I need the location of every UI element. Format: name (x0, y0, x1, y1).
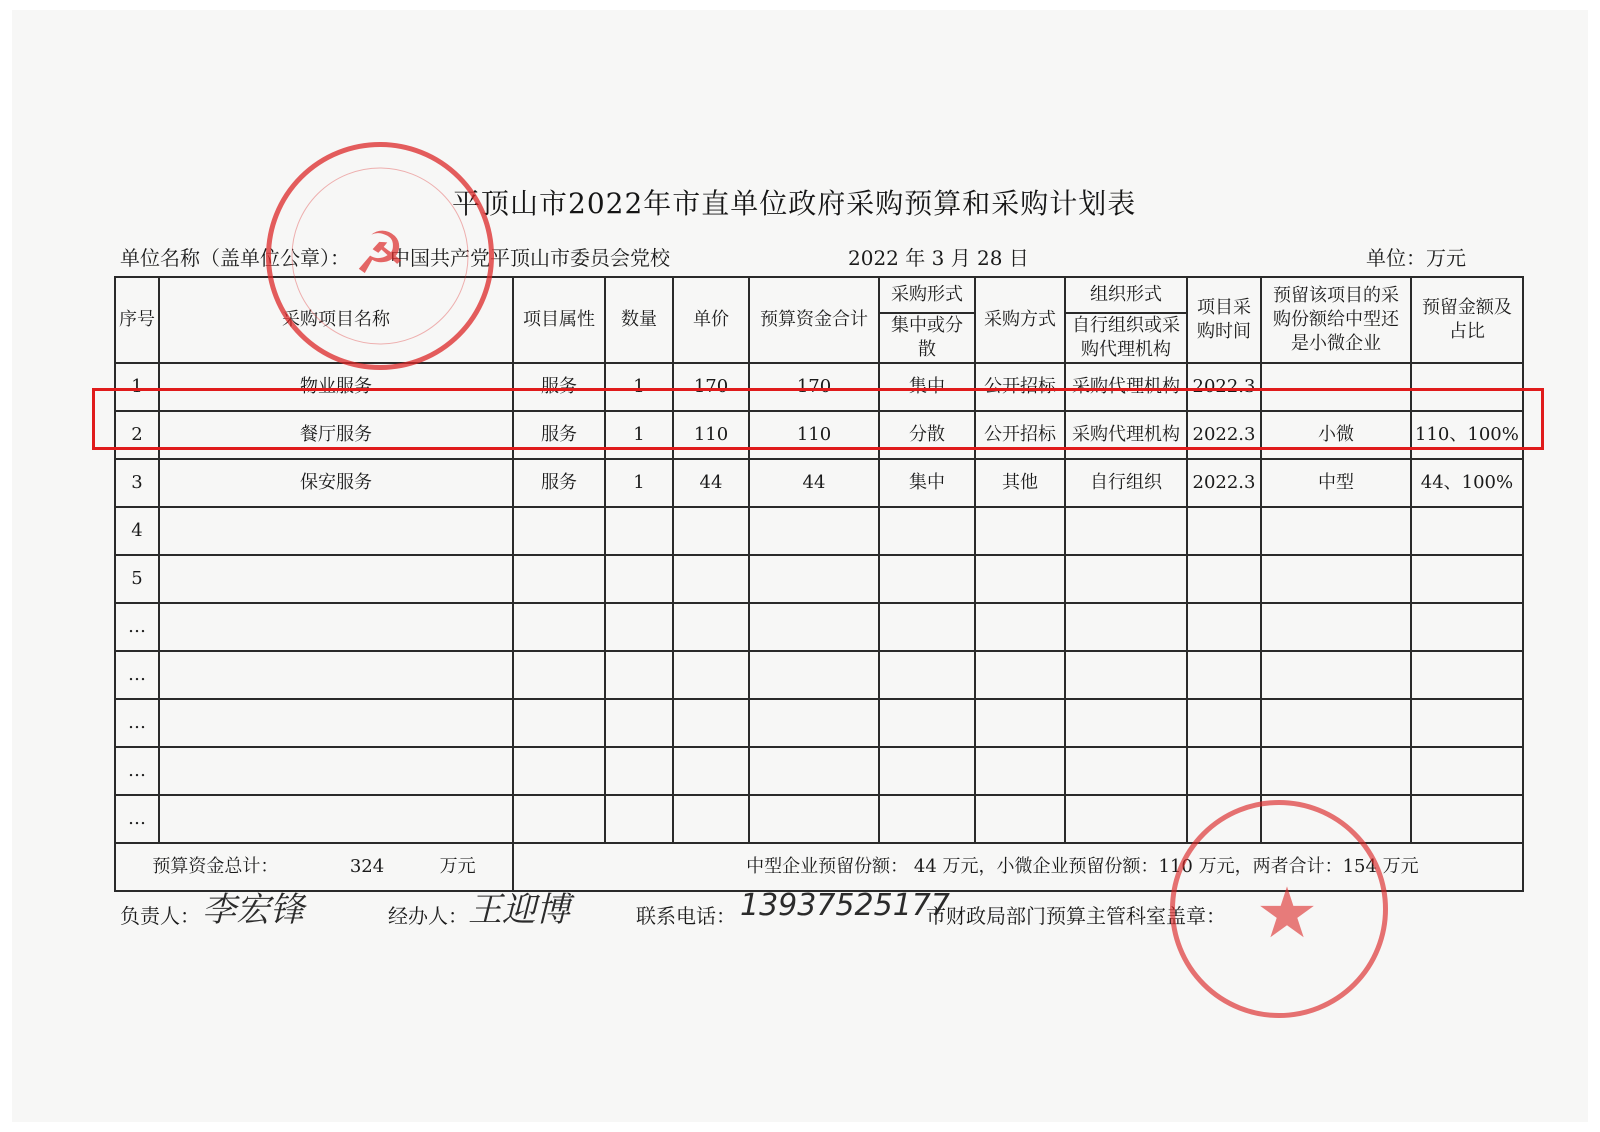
cell-name: 保安服务 (159, 459, 513, 507)
table-row (115, 459, 1523, 507)
reserve-summary: 中型企业预留份额： 44 万元，小微企业预留份额：110 万元，两者合计：154 万元 (513, 843, 1523, 891)
cell-qty: 1 (605, 411, 673, 459)
cell-name (159, 699, 513, 747)
cell-time: 2022.3 (1187, 459, 1261, 507)
cell-price: 110 (673, 411, 749, 459)
cell-org (1065, 747, 1187, 795)
cell-amount (1411, 555, 1523, 603)
col-header-reserve: 预留该项目的采购份额给中型还是小微企业 (1261, 277, 1411, 363)
cell-qty (605, 699, 673, 747)
cell-seq: 2 (115, 411, 159, 459)
cell-form (879, 747, 975, 795)
cell-attr (513, 507, 605, 555)
cell-qty (605, 507, 673, 555)
table-row (115, 555, 1523, 603)
finance-bureau-seal (1170, 800, 1388, 1018)
cell-form (879, 555, 975, 603)
party-school-seal (266, 142, 494, 370)
cell-name (159, 795, 513, 843)
cell-attr (513, 651, 605, 699)
cell-method (975, 699, 1065, 747)
cell-price (673, 507, 749, 555)
budget-total-label: 预算资金总计： (152, 856, 279, 877)
cell-time (1187, 651, 1261, 699)
responsible-signature: 李宏锋 (202, 890, 304, 930)
col-subheader-form: 集中或分散 (879, 313, 975, 363)
cell-qty (605, 651, 673, 699)
seal-graphic (271, 147, 489, 365)
budget-total-value: 324 (349, 856, 385, 877)
cell-amount (1411, 699, 1523, 747)
cell-attr (513, 603, 605, 651)
cell-budget (749, 651, 879, 699)
cell-time (1187, 699, 1261, 747)
cell-amount (1411, 747, 1523, 795)
cell-method (975, 555, 1065, 603)
cell-seq: 1 (115, 363, 159, 411)
cell-method: 公开招标 (975, 411, 1065, 459)
table-row (115, 651, 1523, 699)
cell-amount (1411, 651, 1523, 699)
cell-form (879, 651, 975, 699)
cell-org (1065, 507, 1187, 555)
cell-org (1065, 699, 1187, 747)
cell-attr (513, 699, 605, 747)
cell-name (159, 651, 513, 699)
cell-budget (749, 699, 879, 747)
cell-qty (605, 795, 673, 843)
seal-graphic-right (1175, 805, 1383, 1013)
cell-seq: … (115, 603, 159, 651)
cell-form: 集中 (879, 363, 975, 411)
cell-reserve (1261, 507, 1411, 555)
col-header-method: 采购方式 (975, 277, 1065, 363)
budget-total-cell (115, 843, 513, 891)
col-header-name: 采购项目名称 (159, 277, 513, 363)
cell-reserve: 小微 (1261, 411, 1411, 459)
col-header-price: 单价 (673, 277, 749, 363)
cell-org (1065, 795, 1187, 843)
cell-method (975, 795, 1065, 843)
seal-label: 市财政局部门预算主管科室盖章： (926, 904, 1226, 928)
cell-attr (513, 555, 605, 603)
cell-price: 44 (673, 459, 749, 507)
cell-qty: 1 (605, 459, 673, 507)
unit-name: 中国共产党平顶山市委员会党校 (390, 246, 670, 270)
document-sheet (12, 10, 1588, 1122)
cell-seq: … (115, 747, 159, 795)
phone-label: 联系电话： (636, 904, 736, 928)
procurement-table (114, 276, 1524, 892)
cell-form (879, 795, 975, 843)
cell-org: 采购代理机构 (1065, 411, 1187, 459)
cell-reserve (1261, 555, 1411, 603)
cell-name: 物业服务 (159, 363, 513, 411)
cell-seq: 5 (115, 555, 159, 603)
cell-amount: 110、100% (1411, 411, 1523, 459)
col-header-qty: 数量 (605, 277, 673, 363)
cell-price (673, 747, 749, 795)
highlight-box (92, 388, 1544, 450)
cell-time (1187, 555, 1261, 603)
cell-reserve (1261, 747, 1411, 795)
cell-name: 餐厅服务 (159, 411, 513, 459)
table-row (115, 747, 1523, 795)
cell-time: 2022.3 (1187, 363, 1261, 411)
handler-label: 经办人： (388, 904, 468, 928)
col-header-seq: 序号 (115, 277, 159, 363)
cell-budget (749, 555, 879, 603)
responsible-label: 负责人： (120, 904, 200, 928)
col-header-form: 采购形式 (879, 277, 975, 313)
cell-method: 其他 (975, 459, 1065, 507)
col-header-amount: 预留金额及占比 (1411, 277, 1523, 363)
cell-name (159, 747, 513, 795)
cell-amount (1411, 795, 1523, 843)
budget-total-unit: 万元 (439, 856, 476, 877)
cell-org: 自行组织 (1065, 459, 1187, 507)
cell-org (1065, 555, 1187, 603)
cell-seq: 3 (115, 459, 159, 507)
cell-price (673, 699, 749, 747)
cell-reserve (1261, 699, 1411, 747)
cell-attr: 服务 (513, 411, 605, 459)
cell-time (1187, 747, 1261, 795)
cell-form: 分散 (879, 411, 975, 459)
cell-price (673, 795, 749, 843)
page-title: 平顶山市2022年市直单位政府采购预算和采购计划表 (452, 187, 1137, 220)
cell-amount: 44、100% (1411, 459, 1523, 507)
cell-org (1065, 651, 1187, 699)
cell-amount (1411, 603, 1523, 651)
cell-qty (605, 555, 673, 603)
cell-name (159, 507, 513, 555)
cell-time: 2022.3 (1187, 411, 1261, 459)
cell-form: 集中 (879, 459, 975, 507)
handler-signature: 王迎博 (468, 890, 570, 930)
cell-budget: 44 (749, 459, 879, 507)
cell-qty (605, 603, 673, 651)
cell-time (1187, 603, 1261, 651)
cell-price (673, 603, 749, 651)
unit-label: 单位：万元 (1366, 246, 1466, 270)
cell-reserve: 中型 (1261, 459, 1411, 507)
cell-attr (513, 747, 605, 795)
cell-qty: 1 (605, 363, 673, 411)
unit-name-label: 单位名称（盖单位公章）： (120, 246, 350, 270)
report-date: 2022 年 3 月 28 日 (848, 246, 1029, 270)
col-header-attr: 项目属性 (513, 277, 605, 363)
cell-method (975, 603, 1065, 651)
svg-text:☭: ☭ (354, 219, 406, 287)
cell-attr (513, 795, 605, 843)
col-header-budget: 预算资金合计 (749, 277, 879, 363)
col-header-org: 组织形式 (1065, 277, 1187, 313)
cell-budget (749, 507, 879, 555)
cell-qty (605, 747, 673, 795)
cell-price (673, 651, 749, 699)
table-row (115, 699, 1523, 747)
cell-budget (749, 603, 879, 651)
svg-text:★: ★ (1255, 872, 1319, 954)
cell-budget (749, 747, 879, 795)
cell-name (159, 555, 513, 603)
cell-form (879, 507, 975, 555)
cell-method (975, 651, 1065, 699)
cell-org (1065, 603, 1187, 651)
table-row (115, 507, 1523, 555)
cell-time (1187, 507, 1261, 555)
cell-price (673, 555, 749, 603)
cell-attr: 服务 (513, 363, 605, 411)
col-header-time: 项目采购时间 (1187, 277, 1261, 363)
cell-org: 采购代理机构 (1065, 363, 1187, 411)
cell-attr: 服务 (513, 459, 605, 507)
cell-seq: … (115, 795, 159, 843)
cell-method (975, 747, 1065, 795)
table-row (115, 603, 1523, 651)
cell-name (159, 603, 513, 651)
cell-seq: … (115, 651, 159, 699)
cell-method: 公开招标 (975, 363, 1065, 411)
cell-budget: 170 (749, 363, 879, 411)
cell-budget: 110 (749, 411, 879, 459)
cell-budget (749, 795, 879, 843)
cell-reserve (1261, 603, 1411, 651)
cell-reserve (1261, 651, 1411, 699)
cell-form (879, 699, 975, 747)
cell-amount (1411, 507, 1523, 555)
cell-seq: 4 (115, 507, 159, 555)
cell-price: 170 (673, 363, 749, 411)
cell-seq: … (115, 699, 159, 747)
phone-value: 13937525177 (740, 888, 950, 923)
cell-form (879, 603, 975, 651)
cell-method (975, 507, 1065, 555)
col-subheader-org: 自行组织或采购代理机构 (1065, 313, 1187, 363)
